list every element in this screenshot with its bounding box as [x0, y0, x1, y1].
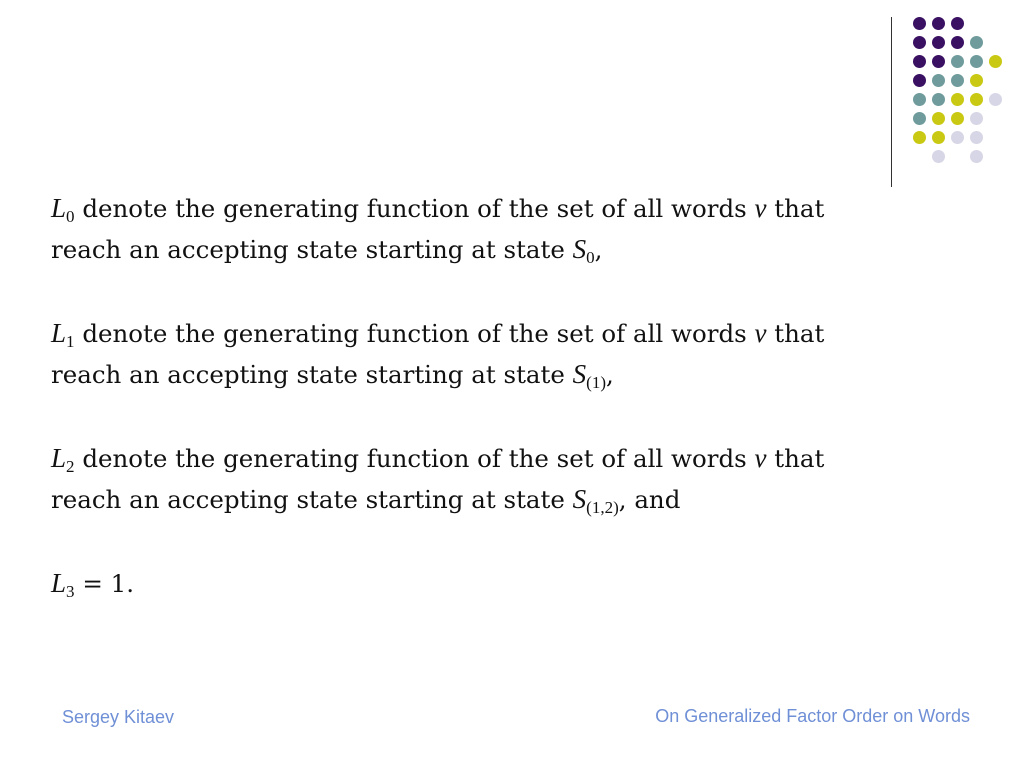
decorative-dot — [989, 93, 1002, 106]
l2-text-a: denote the generating function of the set of all words — [74, 444, 755, 473]
l0-state: $S_0$ — [572, 234, 595, 267]
decorative-dot — [932, 93, 945, 106]
l2-state: $S_{(1,2)}$ — [572, 484, 619, 517]
decorative-dot — [951, 36, 964, 49]
slide-body — [51, 188, 881, 647]
decorative-dot — [913, 55, 926, 68]
decorative-dot — [913, 93, 926, 106]
l2-word-var: v — [754, 443, 767, 473]
decorative-dot — [970, 55, 983, 68]
l0-word-var: v — [754, 193, 767, 223]
l3-rest: = 1. — [74, 569, 135, 598]
decorative-dot — [951, 17, 964, 30]
decorative-dot — [970, 112, 983, 125]
footer-author: Sergey Kitaev — [62, 707, 175, 727]
l0-text-b: that reach an accepting state starting at state — [51, 194, 825, 264]
l2-var: $L_2$ — [51, 443, 75, 476]
decorative-dot — [913, 36, 926, 49]
footer-title: On Generalized Factor Order on Words — [655, 706, 970, 726]
l1-text-b: that reach an accepting state starting at state — [51, 319, 825, 389]
definition-l0 — [51, 188, 881, 270]
l3-var: $L_3$ — [51, 568, 75, 601]
l1-word-var: v — [754, 318, 767, 348]
decorative-dot — [932, 17, 945, 30]
decorative-dot — [970, 74, 983, 87]
decorative-dot — [913, 17, 926, 30]
l1-tail: , — [606, 360, 614, 389]
l0-var: $L_0$ — [51, 193, 75, 226]
l1-var: $L_1$ — [51, 318, 75, 351]
l0-tail: , — [594, 235, 603, 264]
decorative-dot — [951, 112, 964, 125]
decorative-dot — [951, 131, 964, 144]
decorative-dot — [970, 36, 983, 49]
decorative-dot — [932, 55, 945, 68]
l0-text-a: denote the generating function of the set of all words — [74, 194, 755, 223]
decorative-dot — [970, 131, 983, 144]
decorative-dot — [913, 131, 926, 144]
decorative-dot — [989, 55, 1002, 68]
decorative-dot — [932, 150, 945, 163]
definition-l2 — [51, 438, 881, 520]
l2-tail: , and — [618, 485, 681, 514]
decorative-dot — [951, 55, 964, 68]
decorative-dot — [951, 93, 964, 106]
l1-state: $S_{(1)}$ — [572, 359, 606, 392]
decorative-dot — [932, 74, 945, 87]
definition-l1 — [51, 313, 881, 395]
decorative-dot — [932, 131, 945, 144]
decorative-dot — [970, 150, 983, 163]
decorative-dot — [913, 112, 926, 125]
definition-l3 — [51, 563, 881, 604]
l1-text-a: denote the generating function of the set of all words — [74, 319, 755, 348]
decorative-dot — [970, 93, 983, 106]
decorative-dot — [932, 36, 945, 49]
decorative-dot — [913, 74, 926, 87]
decorative-dot — [951, 74, 964, 87]
decorative-dot — [932, 112, 945, 125]
l2-text-b: that reach an accepting state starting at state — [51, 444, 825, 514]
decorative-vertical-rule — [891, 17, 892, 187]
